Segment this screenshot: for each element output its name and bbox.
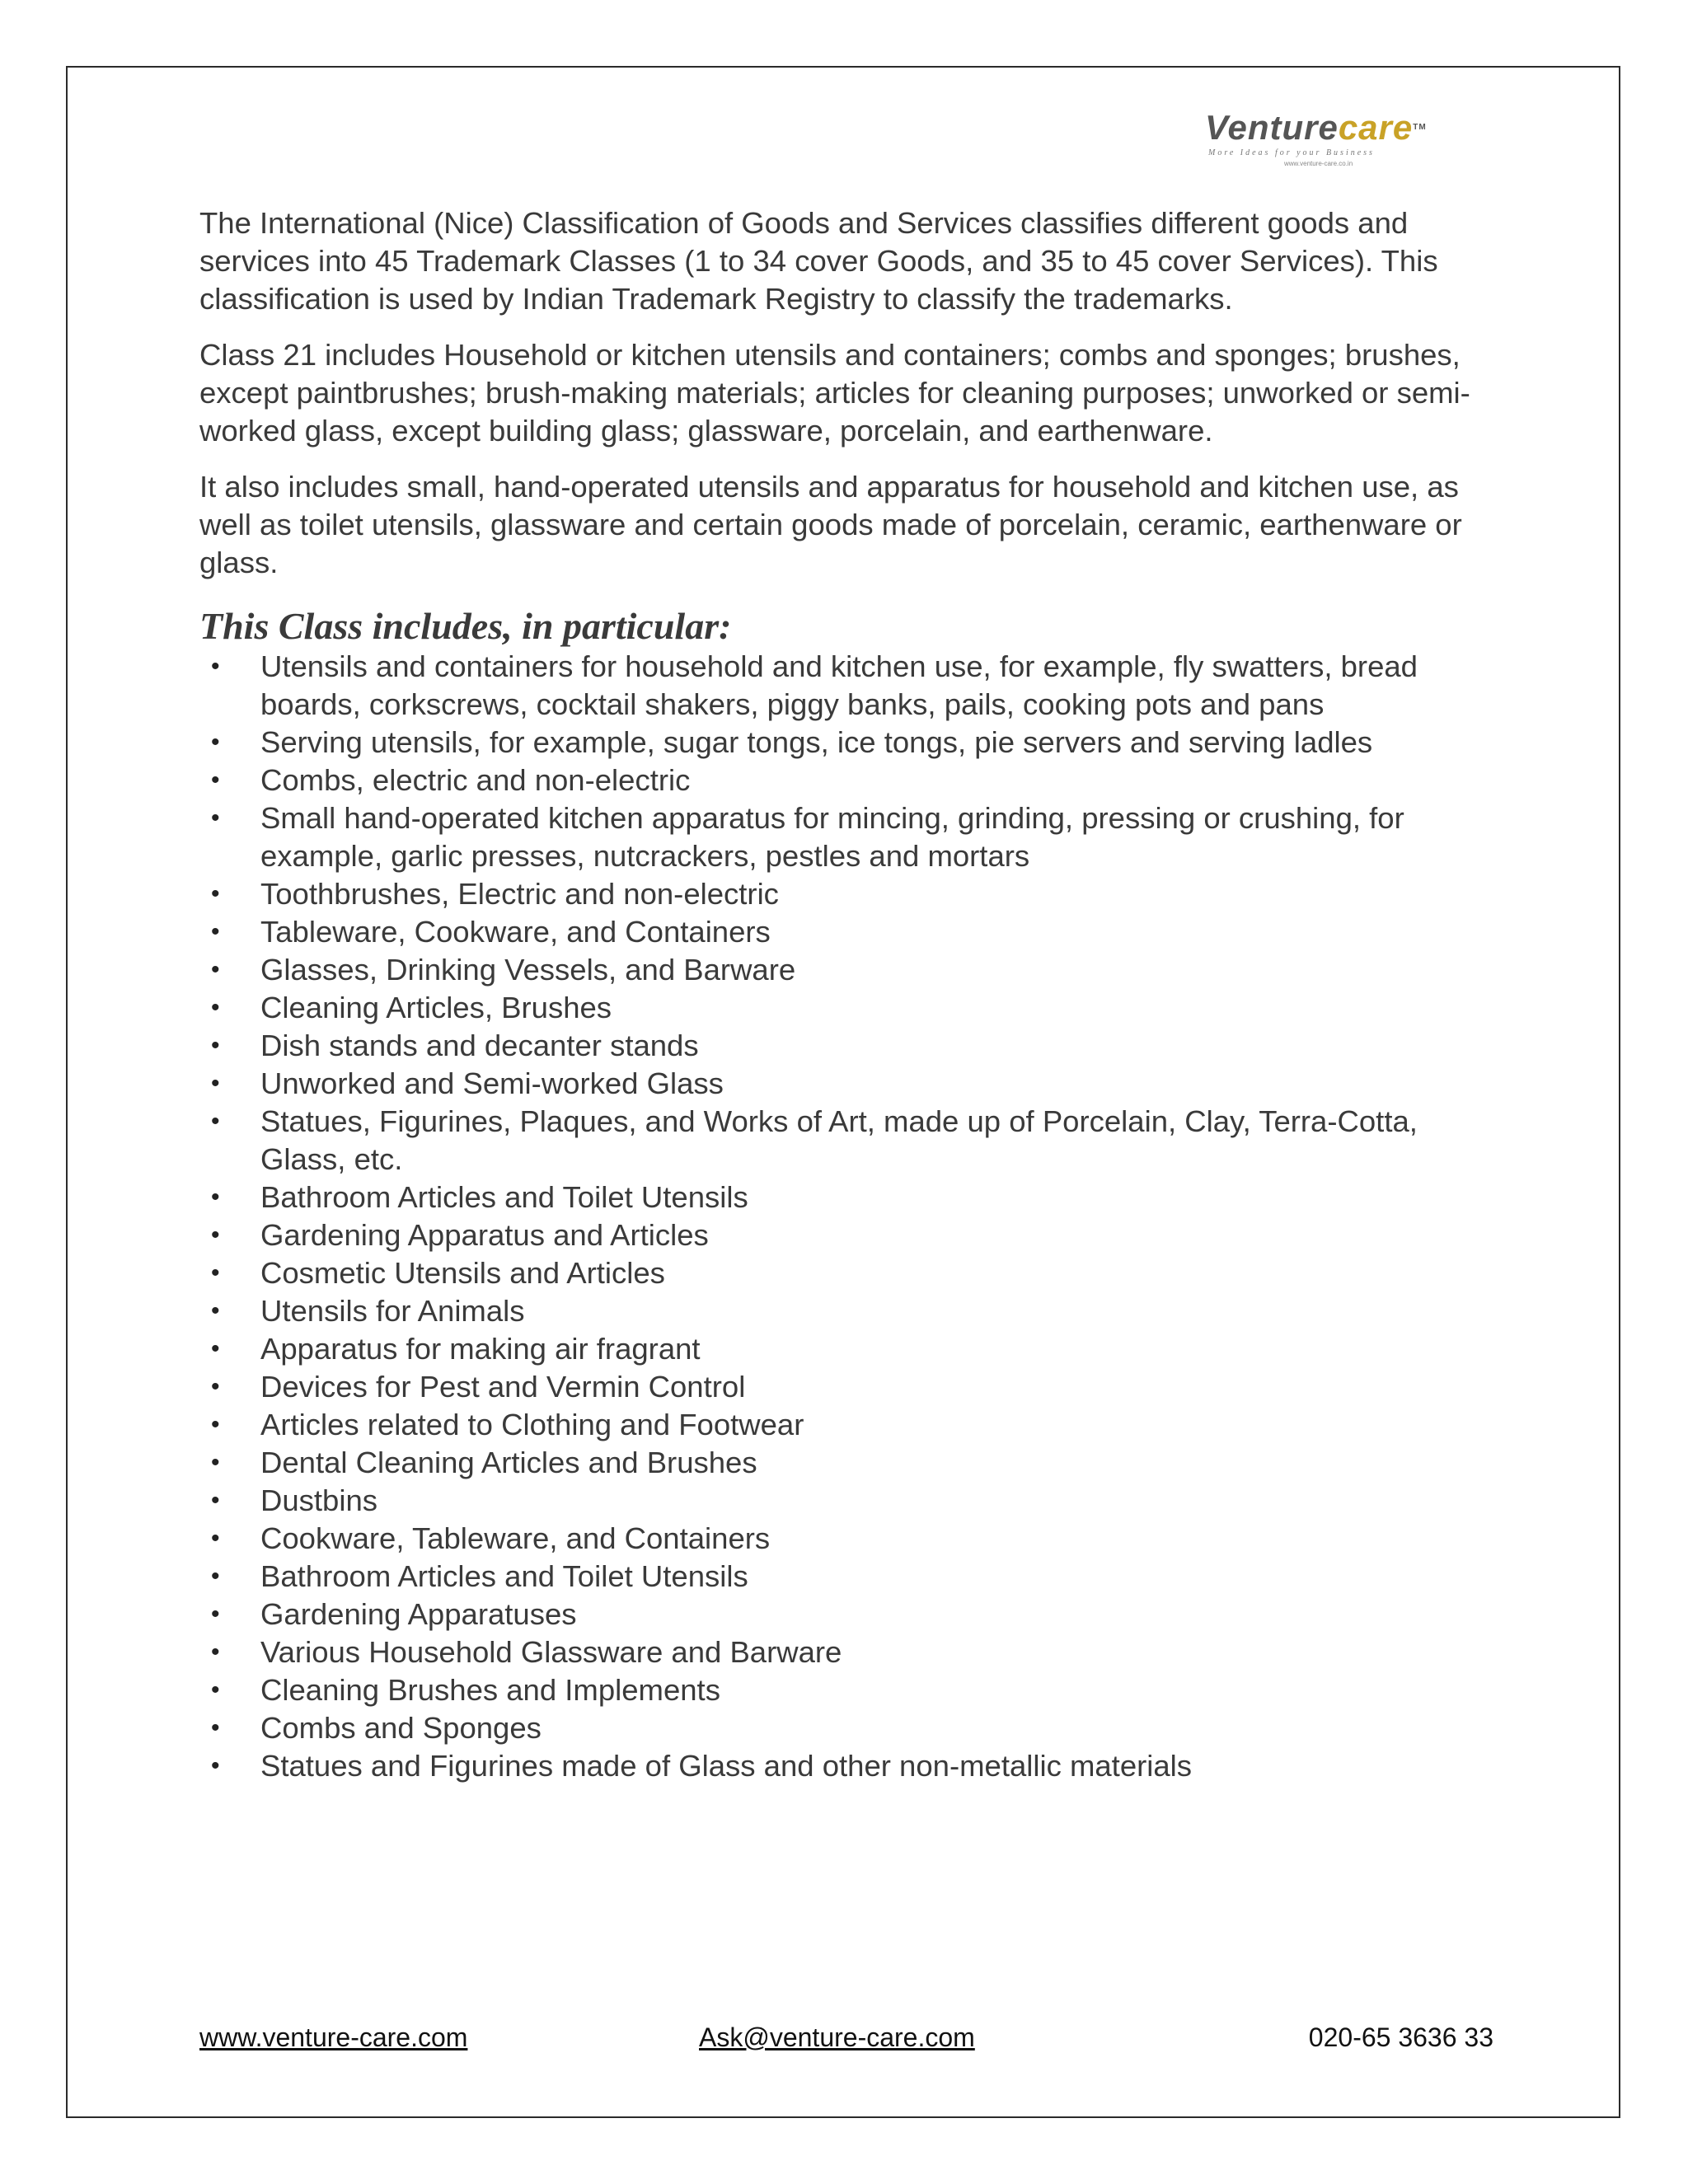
class-21-description-paragraph: Class 21 includes Household or kitchen utensils and containers; combs and sponges; brushes, except paintbrushes; brush-making materials; articles for cleaning purposes; unworked or semi-worked glass, except building glass; glassware, porcelain, and earthenware. [199,338,1470,448]
bullet-icon: • [211,729,220,756]
list-item-text: Apparatus for making air fragrant [260,1332,701,1366]
list-item [199,724,1502,762]
logo-tagline: More Ideas for your Business [1208,148,1375,157]
list-item-text: Toothbrushes, Electric and non-electric [260,877,779,911]
list-item [199,648,1502,724]
bullet-icon: • [211,994,220,1021]
list-item [199,1103,1502,1179]
bullet-icon: • [211,766,220,794]
list-item-text: Gardening Apparatus and Articles [260,1218,709,1252]
bullet-icon: • [211,1259,220,1286]
list-item-text: Cleaning Articles, Brushes [260,991,612,1024]
bullet-icon: • [211,653,220,680]
list-item [199,1330,1502,1368]
logo-wordmark-care: care [1338,108,1414,147]
list-item-text: Dustbins [260,1483,378,1517]
list-item-text: Dish stands and decanter stands [260,1029,699,1062]
bullet-icon: • [211,880,220,907]
bullet-icon: • [211,804,220,832]
list-item-text: Dental Cleaning Articles and Brushes [260,1446,757,1479]
list-item [199,1292,1502,1330]
footer-phone-number: 020-65 3636 33 [1308,2022,1493,2052]
list-item [199,989,1502,1027]
bullet-icon: • [211,1221,220,1249]
list-item-text: Cookware, Tableware, and Containers [260,1521,771,1555]
bullet-icon: • [211,1335,220,1362]
list-item [199,1179,1502,1216]
footer-email-link[interactable]: Ask@venture-care.com [699,2022,975,2052]
list-item [199,1254,1502,1292]
bullet-icon: • [211,1563,220,1590]
list-item-text: Unworked and Semi-worked Glass [260,1066,724,1100]
bullet-icon: • [211,1108,220,1135]
list-item-text: Glasses, Drinking Vessels, and Barware [260,953,796,987]
logo-wordmark [1205,109,1427,147]
list-item [199,1406,1502,1444]
intro-paragraph-nice-classification: The International (Nice) Classification of Goods and Services classifies different goods and services into 45 Trademark Classes (1 to 34 cover Goods, and 35 to 45 cover Services). This classification is used by Indian Trademark Registry to classify the trademarks. [199,206,1438,316]
bullet-icon: • [211,1714,220,1741]
logo-url: www.venture-care.co.in [1284,160,1353,167]
list-item-text: Bathroom Articles and Toilet Utensils [260,1180,748,1214]
list-item [199,1482,1502,1520]
bullet-icon: • [211,1183,220,1211]
list-item [199,1558,1502,1596]
list-item [199,1596,1502,1633]
list-item [199,1709,1502,1747]
logo-wordmark-venture: Venture [1205,108,1339,147]
bullet-icon: • [211,956,220,983]
page-footer [199,2019,1493,2055]
list-item-text: Statues, Figurines, Plaques, and Works of Art, made up of Porcelain, Clay, Terra-Cotta, Glass, etc. [260,1104,1418,1176]
list-item [199,1444,1502,1482]
list-item-text: Devices for Pest and Vermin Control [260,1370,746,1404]
list-item-text: Various Household Glassware and Barware [260,1635,842,1669]
list-item-text: Gardening Apparatuses [260,1597,577,1631]
list-item [199,1520,1502,1558]
bullet-icon: • [211,1297,220,1324]
bullet-icon: • [211,1752,220,1779]
footer-website-link[interactable]: www.venture-care.com [199,2022,468,2052]
class-21-scope-paragraph: It also includes small, hand-operated utensils and apparatus for household and kitchen use, as well as toilet utensils, glassware and certain goods made of porcelain, ceramic, earthenware or glass. [199,470,1462,579]
list-item [199,799,1502,875]
list-item-text: Utensils for Animals [260,1294,525,1328]
list-item-text: Cleaning Brushes and Implements [260,1673,720,1707]
list-item-text: Serving utensils, for example, sugar tongs, ice tongs, pie servers and serving ladles [260,725,1373,759]
list-item-text: Small hand-operated kitchen apparatus for mincing, grinding, pressing or crushing, for example, garlic presses, nutcrackers, pestles and mortars [260,801,1404,873]
list-item-text: Utensils and containers for household and kitchen use, for example, fly swatters, bread boards, corkscrews, cocktail shakers, piggy banks, pails, cooking pots and pans [260,649,1418,721]
list-item [199,1065,1502,1103]
list-item [199,1747,1502,1785]
bullet-icon: • [211,1676,220,1704]
bullet-icon: • [211,1032,220,1059]
list-item [199,1368,1502,1406]
logo-trademark: TM [1413,123,1427,132]
list-item [199,1216,1502,1254]
section-heading-class-includes: This Class includes, in particular: [199,605,732,647]
list-item-text: Tableware, Cookware, and Containers [260,915,771,949]
bullet-icon: • [211,918,220,945]
venturecare-logo [1205,109,1469,178]
bullet-icon: • [211,1070,220,1097]
document-body [199,204,1502,1785]
bullet-icon: • [211,1411,220,1438]
list-item [199,913,1502,951]
list-item [199,762,1502,799]
bullet-icon: • [211,1449,220,1476]
list-item-text: Cosmetic Utensils and Articles [260,1256,665,1290]
list-item [199,1633,1502,1671]
list-item [199,1027,1502,1065]
class-includes-list [199,648,1502,1785]
list-item [199,1671,1502,1709]
bullet-icon: • [211,1373,220,1400]
bullet-icon: • [211,1601,220,1628]
bullet-icon: • [211,1525,220,1552]
list-item-text: Combs, electric and non-electric [260,763,691,797]
list-item-text: Statues and Figurines made of Glass and other non-metallic materials [260,1749,1193,1783]
bullet-icon: • [211,1487,220,1514]
list-item-text: Articles related to Clothing and Footwear [260,1408,804,1441]
list-item [199,875,1502,913]
list-item-text: Bathroom Articles and Toilet Utensils [260,1559,748,1593]
list-item-text: Combs and Sponges [260,1711,542,1745]
bullet-icon: • [211,1638,220,1666]
list-item [199,951,1502,989]
